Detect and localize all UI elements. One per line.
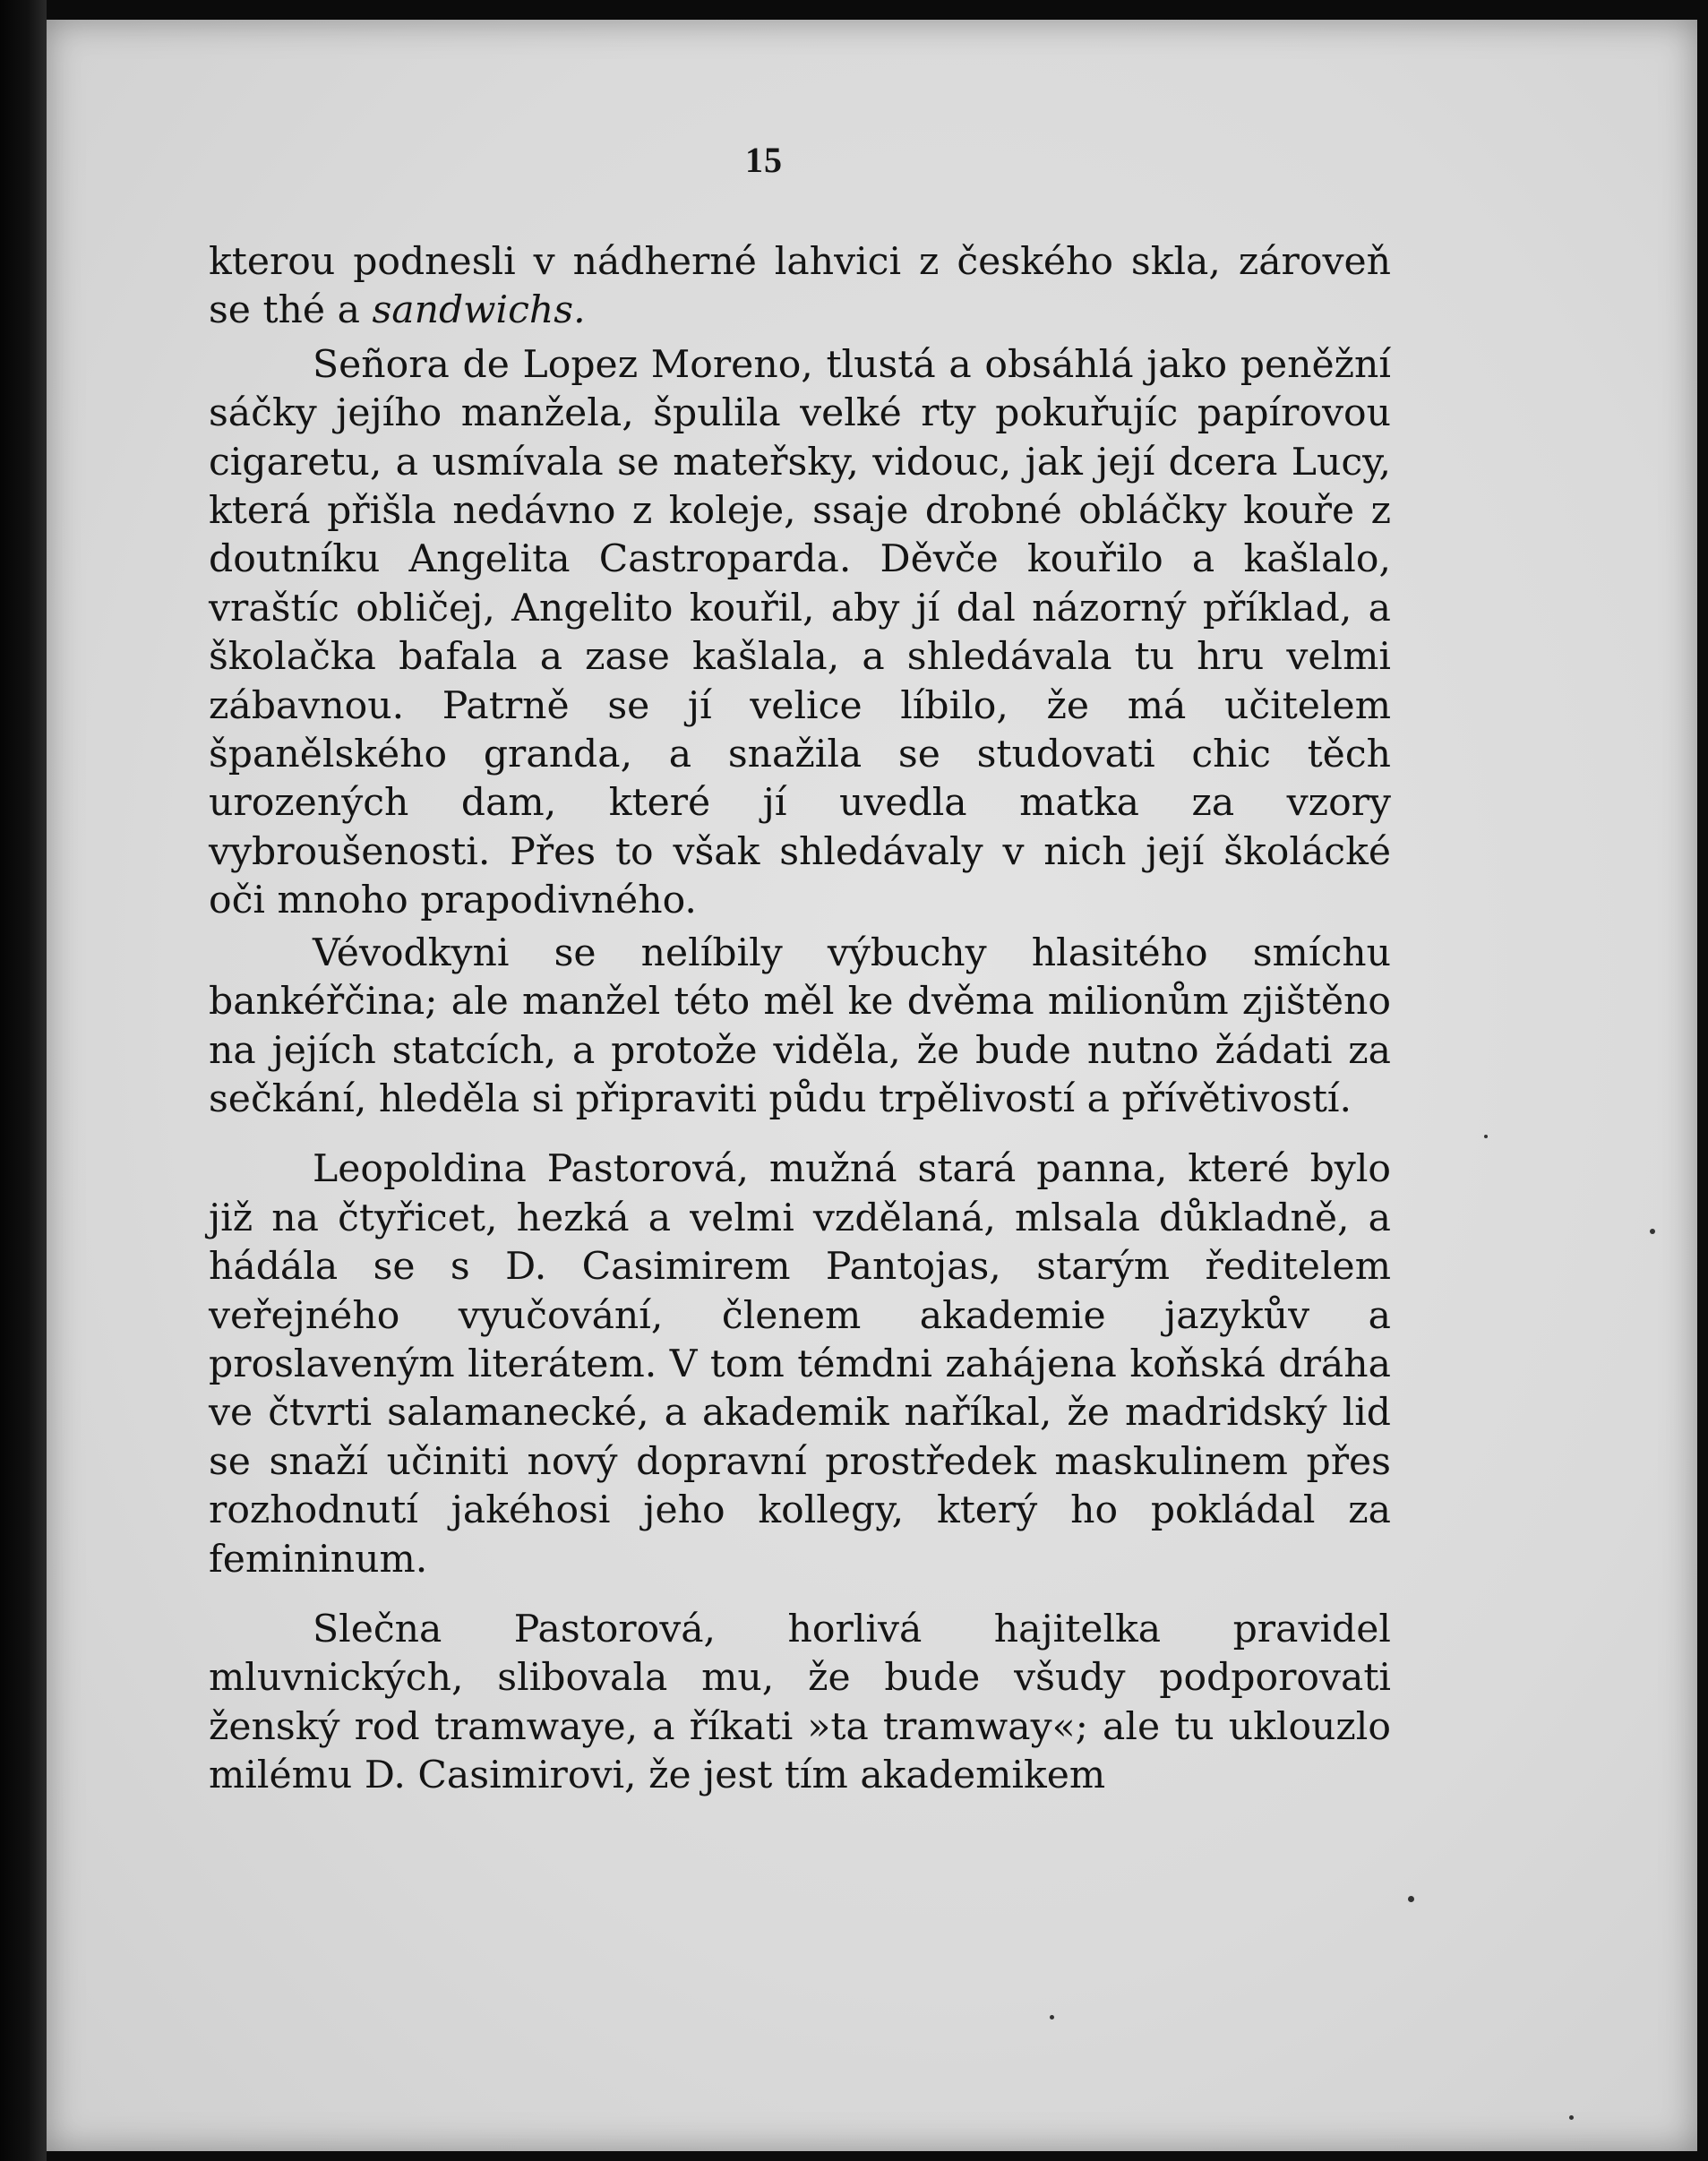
- scan-speck: [1484, 1135, 1488, 1138]
- body-text: [209, 238, 1391, 1801]
- scan-speck: [1650, 1229, 1655, 1234]
- scan-speck: [1408, 1896, 1414, 1902]
- scan-speck: [1569, 2115, 1574, 2120]
- paragraph-1-text: kterou podnesli v nádherné lahvici z českého skla, zároveň se thé a: [209, 240, 1391, 333]
- paragraph-2: Señora de Lopez Moreno, tlustá a obsáhlá jako peněžní sáčky jejího manžela, špulila velké rty pokuřujíc papírovou cigaretu, a usmívala se mateřsky, vidouc, jak její dcera Lucy, která přišla nedávno z koleje, ssaje drobné obláčky kouře z doutníku Angelita Castroparda. Děvče kouřilo a kašlalo, vraštíc obličej, Angelito kouřil, aby jí dal názorný příklad, a školačka bafala a zase kašlala, a shledávala tu hru velmi zábavnou. Patrně se jí velice líbilo, že má učitelem španělského granda, a snažila se studovati chic těch urozených dam, které jí uvedla matka za vzory vybroušenosti. Přes to však shledávaly v nich její školácké oči mnoho prapodivného.: [209, 342, 1391, 923]
- paragraph-4: Leopoldina Pastorová, mužná stará panna, které bylo již na čtyřicet, hezká a velmi vzdělaná, mlsala důkladně, a hádála se s D. Casimirem Pantojas, starým ředitelem veřejného vyučování, členem akademie jazykův a proslaveným literátem. V tom témdni zahájena koňská dráha ve čtvrti salamanecké, a akademik naříkal, že madridský lid se snaží učiniti nový dopravní prostředek maskulinem přes rozhodnutí jakéhosi jeho kollegy, který ho pokládal za femininum.: [209, 1147, 1391, 1582]
- page-number: 15: [745, 140, 783, 180]
- paragraph-1-italic: sandwichs.: [372, 288, 586, 333]
- paragraph-1: [209, 238, 1391, 336]
- scan-left-edge: [0, 0, 47, 2161]
- paragraph-5: Slečna Pastorová, horlivá hajitelka pravidel mluvnických, slibovala mu, že bude všudy podporovati ženský rod tramwaye, a říkati »ta tramway«; ale tu uklouzlo milému D. Casimirovi, že jest tím akademikem: [209, 1607, 1391, 1798]
- scan-speck: [1050, 2015, 1054, 2020]
- paragraph-3: Vévodkyni se nelíbily výbuchy hlasitého smíchu bankéřčina; ale manžel této měl ke dvěma milionům zjištěno na jejích statcích, a protože viděla, že bude nutno žádati za sečkání, hleděla si připraviti půdu trpělivostí a přívětivostí.: [209, 930, 1391, 1121]
